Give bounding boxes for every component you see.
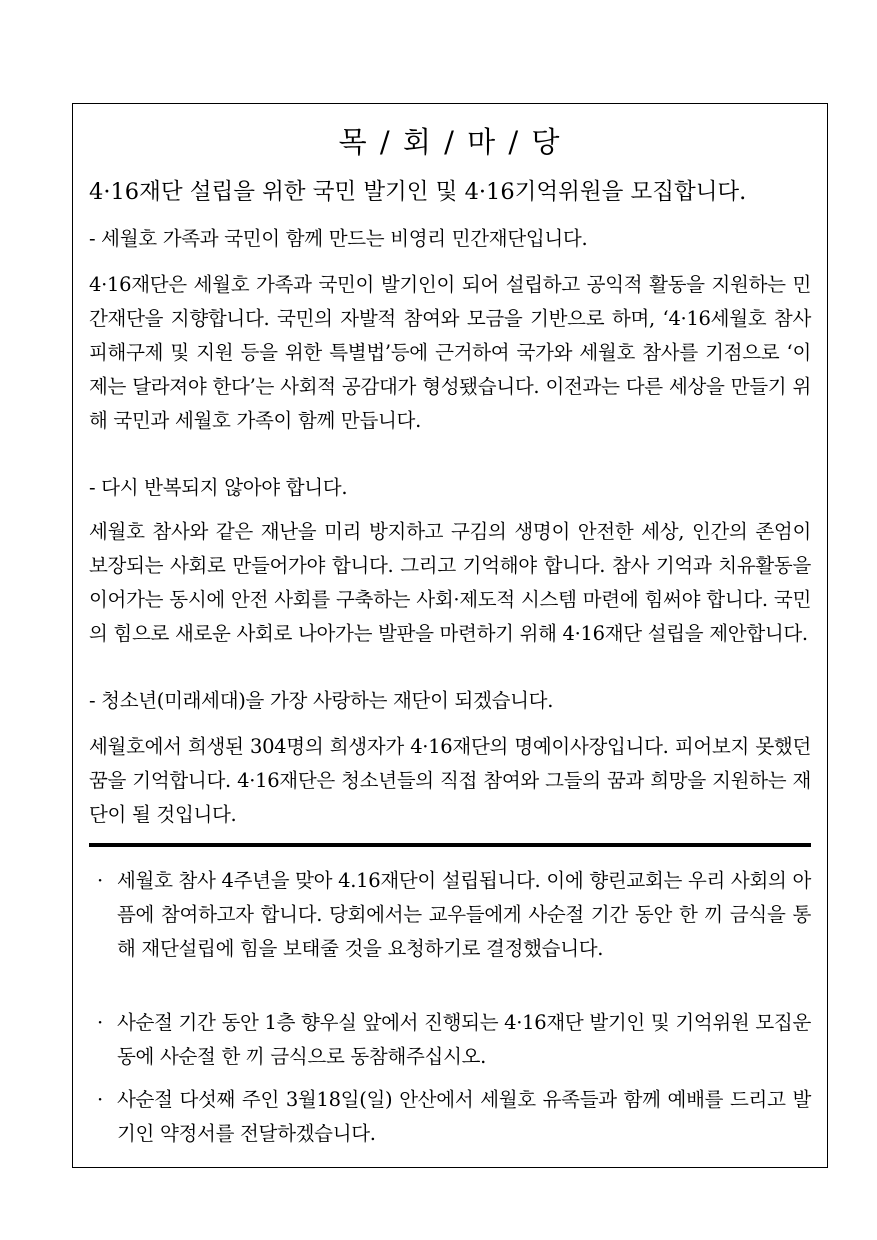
section-body-youth: 세월호에서 희생된 304명의 희생자가 4·16재단의 명예이사장입니다. 피어보지 못했던 꿈을 기억합니다. 4·16재단은 청소년들의 직접 참여와 그들의 꿈과 희망을 지원하는 재단이 될 것입니다. [89,735,811,826]
bullet-text: 세월호 참사 4주년을 맞아 4.16재단이 설립됩니다. 이에 향린교회는 우리 사회의 아픔에 참여하고자 합니다. 당회에서는 교우들에게 사순절 기간 동안 한 끼 금식을 통해 재단설립에 힘을 보태줄 것을 요청하기로 결정했습니다. [117,869,811,960]
list-item [89,1006,811,1074]
notice-subtitle: 4·16재단 설립을 위한 국민 발기인 및 4·16기억위원을 모집합니다. [89,179,747,205]
bullet-marker: · [97,1088,103,1111]
notice-box [72,103,828,1168]
list-item [89,864,811,966]
list-item [89,1083,811,1151]
section-heading-youth: - 청소년(미래세대)을 가장 사랑하는 재단이 되겠습니다. [89,689,554,712]
section-body-nonprofit: 4·16재단은 세월호 가족과 국민이 발기인이 되어 설립하고 공익적 활동을 지원하는 민간재단을 지향합니다. 국민의 자발적 참여와 모금을 기반으로 하며, ‘4·16세월호 참사 피해구제 및 지원 등을 위한 특별법’등에 근거하여 국가와 세월호 참사를 기점으로 ‘이제는 달라져야 한다’는 사회적 공감대가 형성됐습니다. 이전과는 다른 세상을 만들기 위해 국민과 세월호 가족이 함께 만듭니다. [89,273,811,432]
section-divider [89,843,811,847]
section-heading-never-again: - 다시 반복되지 않아야 합니다. [89,476,348,499]
section-heading-nonprofit: - 세월호 가족과 국민이 함께 만드는 비영리 민간재단입니다. [89,227,588,250]
bullet-marker: · [97,869,103,892]
page-title: 목 / 회 / 마 / 당 [338,125,562,159]
section-body-never-again: 세월호 참사와 같은 재난을 미리 방지하고 구김의 생명이 안전한 세상, 인간의 존엄이 보장되는 사회로 만들어가야 합니다. 그리고 기억해야 합니다. 참사 기억과 치유활동을 이어가는 동시에 안전 사회를 구축하는 사회·제도적 시스템 마련에 힘써야 합니다. 국민의 힘으로 새로운 사회로 나아가는 발판을 마련하기 위해 4·16재단 설립을 제안합니다. [89,520,811,645]
bullet-marker: · [97,1011,103,1034]
bullet-text: 사순절 다섯째 주인 3월18일(일) 안산에서 세월호 유족들과 함께 예배를 드리고 발기인 약정서를 전달하겠습니다. [117,1088,811,1145]
bullet-text: 사순절 기간 동안 1층 향우실 앞에서 진행되는 4·16재단 발기인 및 기억위원 모집운동에 사순절 한 끼 금식으로 동참해주십시오. [117,1011,811,1068]
